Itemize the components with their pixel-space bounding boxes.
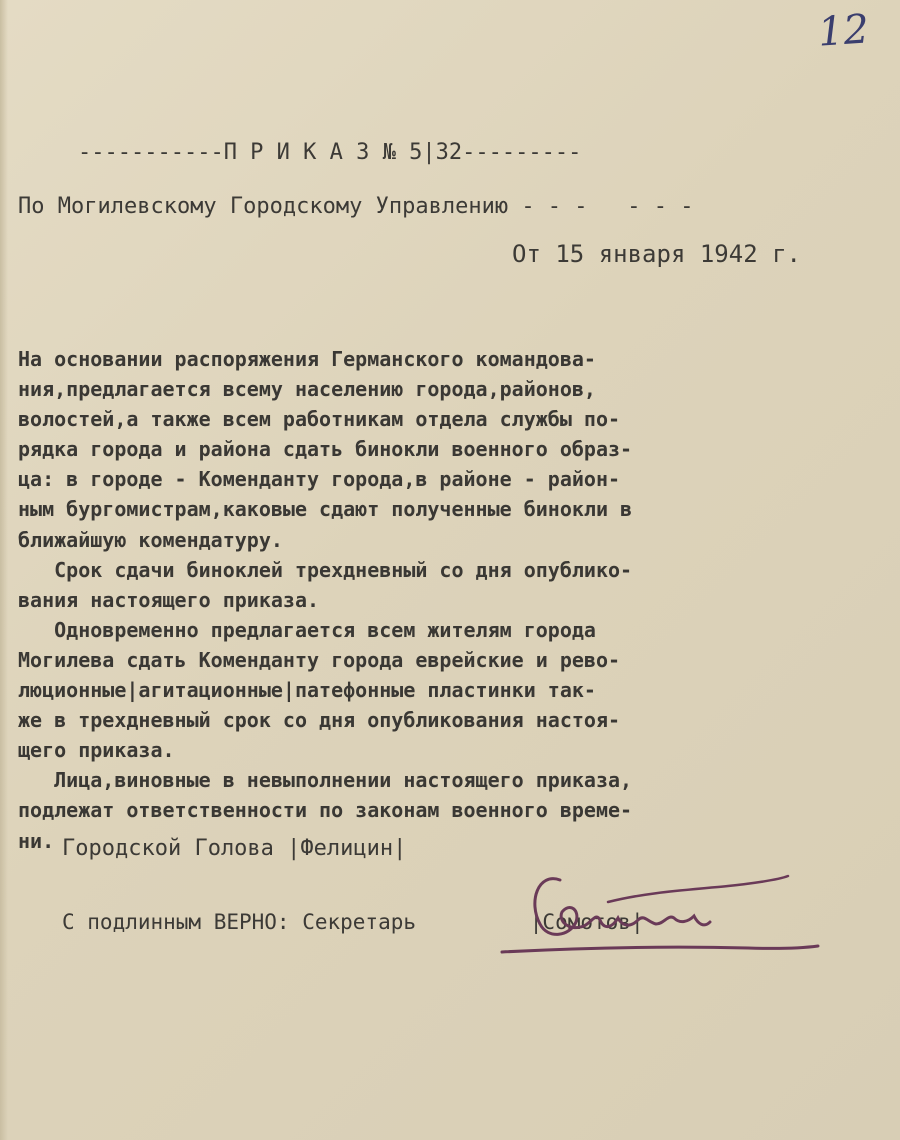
body-line: Срок сдачи биноклей трехдневный со дня опублико- — [18, 557, 633, 582]
signature-underline — [502, 946, 818, 952]
page-number: 12 — [816, 6, 871, 56]
body-line: ным бургомистрам,каковые сдают полученные бинокли в — [18, 497, 633, 522]
body-line: вания настоящего приказа. — [18, 587, 320, 612]
signature-flourish — [608, 876, 788, 902]
body-line: щего приказа. — [18, 738, 175, 763]
body-line: ца: в городе - Коменданту города,в районе - район- — [18, 467, 621, 492]
body-line: же в трехдневный срок со дня опубликования настоя- — [18, 708, 621, 733]
body-line: Могилева сдать Коменданту города еврейские и рево- — [18, 647, 621, 672]
body-line: ближайшую комендатуру. — [18, 527, 283, 552]
order-date: От 15 января 1942 г. — [512, 240, 801, 268]
certification-line: С подлинным ВЕРНО: Секретарь |Сомотов| — [62, 910, 644, 934]
body-line: люционные|агитационные|патефонные пластинки так- — [18, 678, 596, 703]
body-line: ния,предлагается всему населению города,районов, — [18, 377, 596, 402]
body-line: волостей,а также всем работникам отдела службы по- — [18, 407, 621, 432]
order-title: -----------П Р И К А З № 5|32--------- — [78, 140, 582, 165]
body-line: На основании распоряжения Германского командова- — [18, 347, 596, 371]
signature-stroke — [535, 879, 710, 935]
body-line: Лица,виновные в невыполнении настоящего приказа, — [18, 768, 633, 793]
paper-edge — [0, 0, 8, 1140]
handwritten-signature — [488, 862, 828, 972]
addressee-line: По Могилевскому Городскому Управлению - - - - - - — [18, 194, 694, 219]
body-line: подлежат ответственности по законам военного време- — [18, 798, 633, 823]
signatory-line: Городской Голова |Фелицин| — [62, 836, 407, 861]
body-line: Одновременно предлагается всем жителям города — [18, 617, 596, 642]
order-body — [18, 344, 888, 856]
body-line: ни. — [18, 828, 55, 853]
body-line: рядка города и района сдать бинокли военного образ- — [18, 437, 633, 462]
